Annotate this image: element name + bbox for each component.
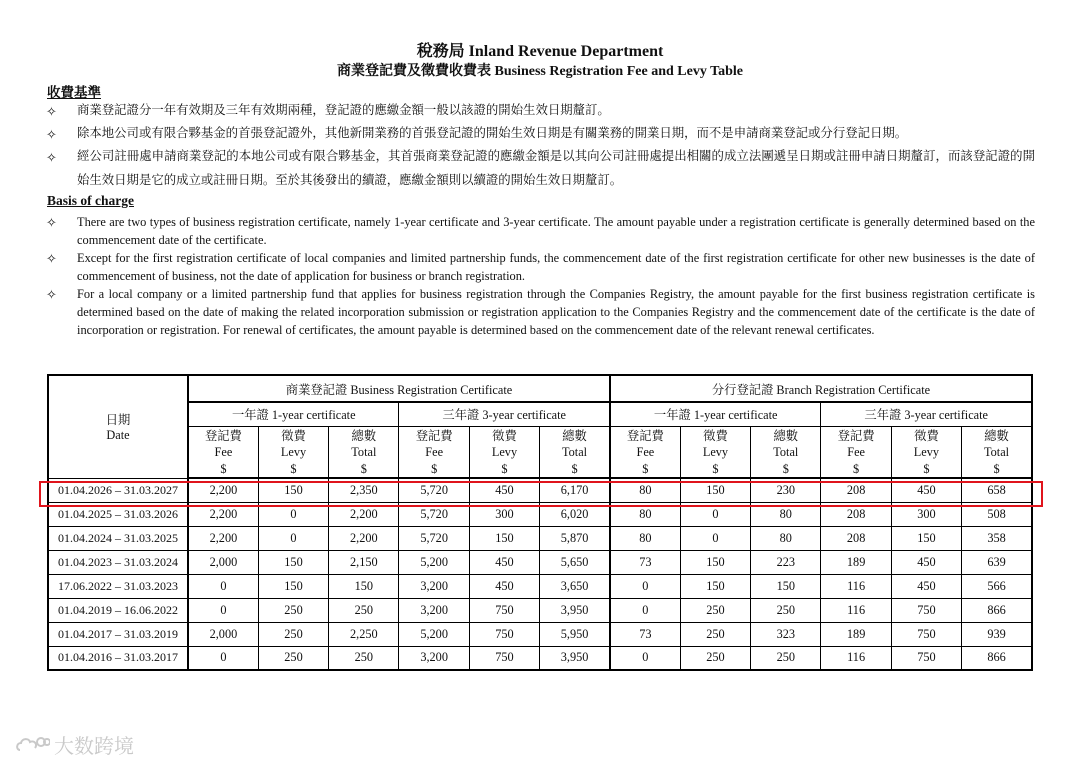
page-title: 稅務局 Inland Revenue Department: [416, 43, 664, 60]
amount-cell: 150: [329, 574, 399, 598]
total-column-header: 總數 Total: [540, 426, 610, 462]
amount-cell: 750: [891, 646, 961, 670]
amount-cell: 80: [610, 526, 680, 550]
amount-cell: 2,200: [188, 478, 258, 502]
amount-cell: 450: [891, 574, 961, 598]
amount-cell: 0: [610, 646, 680, 670]
date-range-cell: 01.04.2025 – 31.03.2026: [48, 502, 188, 526]
levy-column-header: 徵費 Levy: [680, 426, 750, 462]
amount-cell: 450: [891, 478, 961, 502]
amount-cell: 150: [680, 574, 750, 598]
amount-cell: 450: [891, 550, 961, 574]
amount-cell: 80: [751, 502, 821, 526]
amount-cell: 250: [329, 598, 399, 622]
branch-cert-header: 分行登記證 Branch Registration Certificate: [610, 375, 1032, 402]
amount-cell: 150: [258, 550, 328, 574]
amount-cell: 150: [891, 526, 961, 550]
amount-cell: 866: [962, 646, 1032, 670]
amount-cell: 866: [962, 598, 1032, 622]
amount-cell: 300: [891, 502, 961, 526]
watermark: [14, 730, 134, 759]
table-row: [48, 646, 1032, 670]
amount-cell: 358: [962, 526, 1032, 550]
diamond-bullet-icon: ✧: [46, 287, 57, 302]
basis-zh-bullet-2: 除本地公司或有限合夥基金的首張登記證外，其他新開業務的首張登記證的開始生效日期是有關業務的開業日期，而不是申請商業登記或分行登記日期。: [77, 126, 908, 140]
amount-cell: 116: [821, 598, 891, 622]
business-3yr-header: 三年證 3-year certificate: [399, 402, 610, 426]
branch-1yr-header: 一年證 1-year certificate: [610, 402, 821, 426]
page-subtitle: 商業登記費及徵費收費表 Business Registration Fee and Levy Table: [336, 64, 744, 79]
amount-cell: 3,650: [540, 574, 610, 598]
levy-column-header: 徵費 Levy: [258, 426, 328, 462]
amount-cell: 150: [258, 478, 328, 502]
amount-cell: 6,020: [540, 502, 610, 526]
amount-cell: 250: [258, 598, 328, 622]
diamond-bullet-icon: ✧: [46, 104, 57, 119]
amount-cell: 150: [680, 478, 750, 502]
date-range-cell: 01.04.2017 – 31.03.2019: [48, 622, 188, 646]
fee-column-header: 登記費 Fee: [610, 426, 680, 462]
amount-cell: 566: [962, 574, 1032, 598]
amount-cell: 450: [469, 550, 539, 574]
amount-cell: 250: [680, 598, 750, 622]
amount-cell: 508: [962, 502, 1032, 526]
amount-cell: 2,200: [329, 502, 399, 526]
cloud-logo-icon: [14, 734, 50, 756]
table-row: [48, 574, 1032, 598]
diamond-bullet-icon: ✧: [46, 150, 57, 165]
amount-cell: 208: [821, 502, 891, 526]
date-range-cell: 01.04.2024 – 31.03.2025: [48, 526, 188, 550]
amount-cell: 3,950: [540, 598, 610, 622]
amount-cell: 150: [469, 526, 539, 550]
total-column-header: 總數 Total: [962, 426, 1032, 462]
amount-cell: 250: [680, 622, 750, 646]
amount-cell: 2,200: [188, 526, 258, 550]
amount-cell: 250: [751, 646, 821, 670]
amount-cell: 6,170: [540, 478, 610, 502]
amount-cell: 2,250: [329, 622, 399, 646]
amount-cell: 0: [188, 574, 258, 598]
amount-cell: 80: [751, 526, 821, 550]
table-row: [48, 526, 1032, 550]
basis-zh-bullet-1: 商業登記證分一年有效期及三年有效期兩種，登記證的應繳金額一般以該證的開始生效日期釐訂。: [77, 103, 610, 117]
amount-cell: 5,650: [540, 550, 610, 574]
amount-cell: 250: [258, 646, 328, 670]
amount-cell: 300: [469, 502, 539, 526]
amount-cell: 150: [751, 574, 821, 598]
business-cert-header: 商業登記證 Business Registration Certificate: [188, 375, 610, 402]
amount-cell: 0: [680, 526, 750, 550]
amount-cell: 323: [751, 622, 821, 646]
amount-cell: 80: [610, 502, 680, 526]
amount-cell: 750: [891, 622, 961, 646]
amount-cell: 3,200: [399, 574, 469, 598]
currency-label: $: [188, 462, 258, 478]
amount-cell: 2,000: [188, 550, 258, 574]
basis-en-bullet-1: There are two types of business registration certificate, namely 1-year certificate and 3-year certificate. The amount payable under a registration certificate is generally determined based on the commencement date of the certificate.: [77, 215, 1035, 247]
amount-cell: 250: [329, 646, 399, 670]
amount-cell: 230: [751, 478, 821, 502]
amount-cell: 450: [469, 478, 539, 502]
amount-cell: 5,870: [540, 526, 610, 550]
amount-cell: 5,200: [399, 622, 469, 646]
amount-cell: 5,720: [399, 502, 469, 526]
levy-column-header: 徵費 Levy: [469, 426, 539, 462]
amount-cell: 5,200: [399, 550, 469, 574]
amount-cell: 80: [610, 478, 680, 502]
amount-cell: 3,950: [540, 646, 610, 670]
basis-en-bullet-2: Except for the first registration certificate of local companies and limited partnership funds, the commencement date of the first registration certificate for other new businesses is the date of commencement of business, not the date of application for business or branch registration.: [77, 251, 1035, 283]
date-range-cell: 01.04.2026 – 31.03.2027: [48, 478, 188, 502]
amount-cell: 250: [258, 622, 328, 646]
amount-cell: 208: [821, 478, 891, 502]
fee-column-header: 登記費 Fee: [821, 426, 891, 462]
table-row: [48, 598, 1032, 622]
currency-label: $: [680, 462, 750, 478]
currency-label: $: [258, 462, 328, 478]
fee-levy-table: [47, 374, 1033, 671]
currency-label: $: [891, 462, 961, 478]
amount-cell: 3,200: [399, 598, 469, 622]
amount-cell: 750: [469, 646, 539, 670]
amount-cell: 2,350: [329, 478, 399, 502]
amount-cell: 939: [962, 622, 1032, 646]
total-column-header: 總數 Total: [329, 426, 399, 462]
amount-cell: 0: [188, 598, 258, 622]
amount-cell: 189: [821, 550, 891, 574]
amount-cell: 0: [610, 574, 680, 598]
currency-label: $: [540, 462, 610, 478]
amount-cell: 150: [680, 550, 750, 574]
date-range-cell: 01.04.2023 – 31.03.2024: [48, 550, 188, 574]
amount-cell: 150: [258, 574, 328, 598]
currency-label: $: [751, 462, 821, 478]
table-row: [48, 502, 1032, 526]
basis-zh-bullet-3: 經公司註冊處申請商業登記的本地公司或有限合夥基金，其首張商業登記證的應繳金額是以其向公司註冊處提出相關的成立法團遞呈日期或註冊申請日期釐訂，而該登記證的開始生效日期是它的成立或註冊日期。至於其後發出的續證，應繳金額則以續證的開始生效日期釐訂。: [77, 149, 1035, 187]
amount-cell: 250: [680, 646, 750, 670]
watermark-text: 大数跨境: [54, 734, 134, 758]
currency-label: $: [469, 462, 539, 478]
basis-heading-zh: 收費基準: [47, 85, 101, 100]
amount-cell: 658: [962, 478, 1032, 502]
currency-label: $: [821, 462, 891, 478]
basis-heading-en: Basis of charge: [47, 193, 134, 208]
amount-cell: 0: [610, 598, 680, 622]
diamond-bullet-icon: ✧: [46, 251, 57, 266]
amount-cell: 2,000: [188, 622, 258, 646]
fee-column-header: 登記費 Fee: [188, 426, 258, 462]
amount-cell: 223: [751, 550, 821, 574]
amount-cell: 3,200: [399, 646, 469, 670]
currency-label: $: [329, 462, 399, 478]
amount-cell: 0: [680, 502, 750, 526]
amount-cell: 189: [821, 622, 891, 646]
amount-cell: 116: [821, 574, 891, 598]
amount-cell: 450: [469, 574, 539, 598]
amount-cell: 750: [469, 622, 539, 646]
amount-cell: 2,150: [329, 550, 399, 574]
currency-label: $: [399, 462, 469, 478]
amount-cell: 250: [751, 598, 821, 622]
currency-label: $: [962, 462, 1032, 478]
date-header: 日期 Date: [48, 375, 188, 478]
amount-cell: 639: [962, 550, 1032, 574]
amount-cell: 116: [821, 646, 891, 670]
amount-cell: 750: [469, 598, 539, 622]
amount-cell: 73: [610, 622, 680, 646]
amount-cell: 2,200: [329, 526, 399, 550]
table-row: [48, 478, 1032, 502]
amount-cell: 73: [610, 550, 680, 574]
amount-cell: 208: [821, 526, 891, 550]
amount-cell: 0: [188, 646, 258, 670]
branch-3yr-header: 三年證 3-year certificate: [821, 402, 1032, 426]
amount-cell: 5,720: [399, 526, 469, 550]
amount-cell: 0: [258, 502, 328, 526]
amount-cell: 5,950: [540, 622, 610, 646]
business-1yr-header: 一年證 1-year certificate: [188, 402, 399, 426]
currency-label: $: [610, 462, 680, 478]
amount-cell: 0: [258, 526, 328, 550]
date-range-cell: 17.06.2022 – 31.03.2023: [48, 574, 188, 598]
table-row: [48, 550, 1032, 574]
table-row: [48, 622, 1032, 646]
date-range-cell: 01.04.2019 – 16.06.2022: [48, 598, 188, 622]
levy-column-header: 徵費 Levy: [891, 426, 961, 462]
diamond-bullet-icon: ✧: [46, 127, 57, 142]
diamond-bullet-icon: ✧: [46, 215, 57, 230]
amount-cell: 5,720: [399, 478, 469, 502]
amount-cell: 750: [891, 598, 961, 622]
fee-column-header: 登記費 Fee: [399, 426, 469, 462]
amount-cell: 2,200: [188, 502, 258, 526]
date-range-cell: 01.04.2016 – 31.03.2017: [48, 646, 188, 670]
basis-en-bullet-3: For a local company or a limited partnership fund that applies for business registration through the Companies Registry, the amount payable for the first business registration certificate is determined based on the date of making the related incorporation submission or registration application to the Companies Registry and the commencement date of the certificate is the date of incorporation or registration. For renewal of certificates, the amount payable is determined based on the commencement date of the relevant renewal certificates.: [77, 287, 1035, 337]
total-column-header: 總數 Total: [751, 426, 821, 462]
